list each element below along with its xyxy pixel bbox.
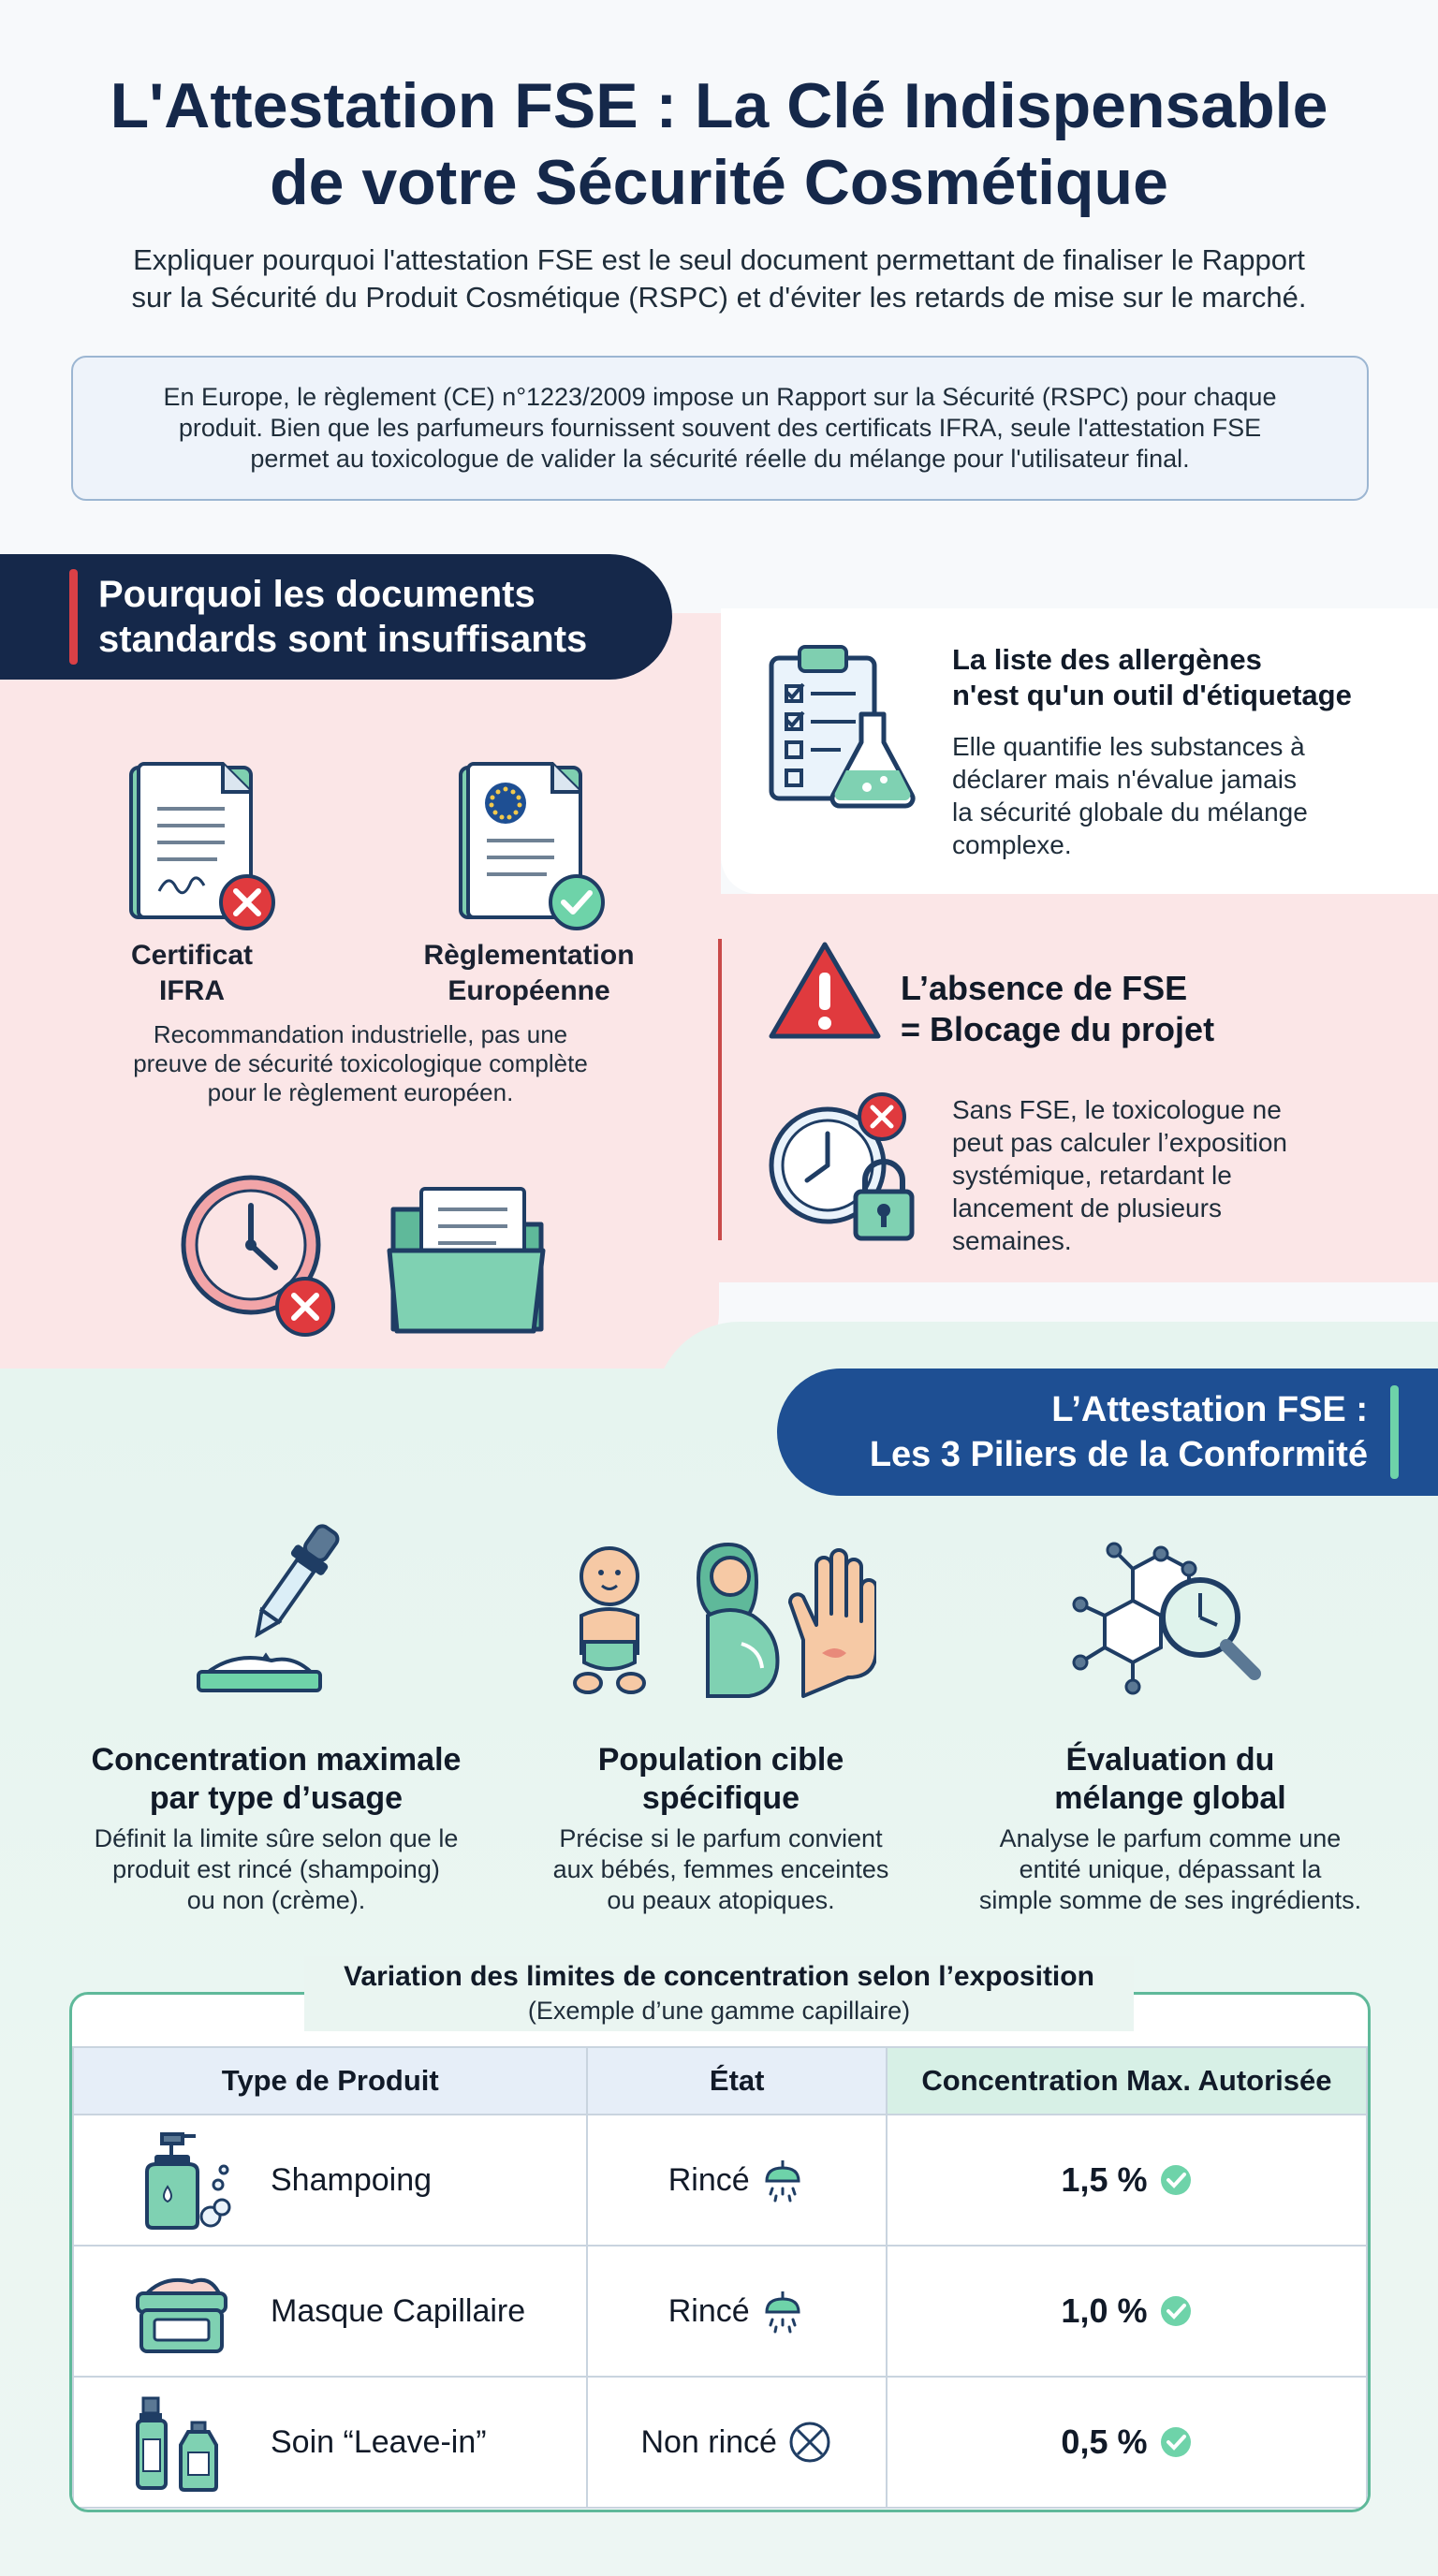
check-icon [1160, 2426, 1192, 2458]
certificate-rejected-icon [124, 760, 283, 933]
shampoo-bottle-icon [130, 2129, 233, 2232]
molecule-magnifier-icon [1067, 1531, 1264, 1695]
allergens-title: La liste des allergènes n'est qu'un outil d'étiquetage [952, 643, 1352, 711]
product-name: Soin “Leave-in” [271, 2423, 487, 2460]
column-header-product: Type de Produit [73, 2047, 587, 2115]
clock-lock-icon [766, 1089, 925, 1248]
product-state: Rincé [668, 2161, 750, 2198]
intro-box: En Europe, le règlement (CE) n°1223/2009 impose un Rapport sur la Sécurité (RSPC) pour chaque produit. Bien que les parfumeurs fournissent souvent des certificats IFRA, seule l'attestation FSE permet au toxicologue de valider la sécurité réelle du mélange pour l'utilisateur final. [71, 356, 1369, 501]
section1-banner: Pourquoi les documents standards sont insuffisants [0, 554, 672, 680]
population-icon [558, 1531, 876, 1700]
table-caption-subtitle: (Exemple d’une gamme capillaire) [527, 1997, 911, 2025]
product-state: Rincé [668, 2292, 750, 2329]
banner-accent-bar [69, 569, 78, 665]
table-row [73, 2246, 1367, 2377]
product-name: Shampoing [271, 2161, 433, 2198]
table-row [73, 2115, 1367, 2246]
concentration-value: 1,0 % [1061, 2291, 1148, 2330]
pillar-3-description: Analyse le parfum comme une entité unique, dépassant la simple somme de ses ingrédients. [978, 1824, 1362, 1914]
section2-banner: L’Attestation FSE : Les 3 Piliers de la Conformité [777, 1368, 1438, 1496]
section-divider [718, 939, 722, 1240]
ifra-certificate-label: Certificat IFRA [130, 940, 254, 1006]
blocking-text: Sans FSE, le toxicologue ne peut pas calculer l’exposition systémique, retardant le lancement de plusieurs semaines. [952, 1095, 1287, 1255]
column-header-state: État [587, 2047, 886, 2115]
leave-in-bottles-icon [130, 2391, 233, 2494]
shower-icon [759, 2157, 806, 2203]
folder-icon [384, 1181, 552, 1340]
allergens-text: Elle quantifie les substances à déclarer mais n'évalue jamais la sécurité globale du mélange complexe. [952, 732, 1308, 859]
pillar-1-title: Concentration maximale par type d’usage [91, 1742, 462, 1816]
eu-regulation-label: Règlementation Européenne [423, 940, 635, 1006]
blocking-title: L’absence de FSE = Blocage du projet [901, 969, 1215, 1048]
concentration-table-grid [72, 2046, 1368, 2509]
concentration-table [69, 1992, 1371, 2512]
table-row [73, 2377, 1367, 2508]
column-header-concentration: Concentration Max. Autorisée [887, 2047, 1367, 2115]
banner-accent-bar [1390, 1385, 1399, 1479]
hair-mask-jar-icon [130, 2260, 233, 2363]
pillar-3-title: Évaluation du mélange global [1054, 1742, 1286, 1816]
table-caption: Variation des limites de concentration selon l’exposition [344, 1961, 1094, 1992]
dropper-cream-icon [187, 1516, 365, 1694]
pillar-1-description: Définit la limite sûre selon que le produit est rincé (shampoing) ou non (crème). [94, 1824, 459, 1914]
clock-delay-icon [174, 1170, 343, 1339]
concentration-value: 1,5 % [1061, 2160, 1148, 2199]
warning-icon [766, 939, 884, 1044]
pillar-2-description: Précise si le parfum convient aux bébés, femmes enceintes ou peaux atopiques. [552, 1824, 889, 1914]
eu-regulation-approved-icon [453, 760, 612, 933]
documents-description: Recommandation industrielle, pas une preuve de sécurité toxicologique complète pour le règlement européen. [133, 1020, 588, 1106]
page-subtitle: Expliquer pourquoi l'attestation FSE est le seul document permettant de finaliser le Rapport sur la Sécurité du Produit Cosmétique (RSPC) et d'éviter les retards de mise sur le marché. [131, 243, 1307, 314]
check-icon [1160, 2295, 1192, 2327]
no-rinse-icon [786, 2419, 833, 2466]
product-name: Masque Capillaire [271, 2292, 526, 2329]
concentration-value: 0,5 % [1061, 2422, 1148, 2461]
product-state: Non rincé [640, 2423, 777, 2460]
pillar-2-title: Population cible spécifique [597, 1742, 844, 1816]
check-icon [1160, 2164, 1192, 2196]
checklist-flask-icon [766, 639, 916, 817]
shower-icon [759, 2288, 806, 2334]
page-title: L'Attestation FSE : La Clé Indispensable de votre Sécurité Cosmétique [110, 70, 1328, 218]
